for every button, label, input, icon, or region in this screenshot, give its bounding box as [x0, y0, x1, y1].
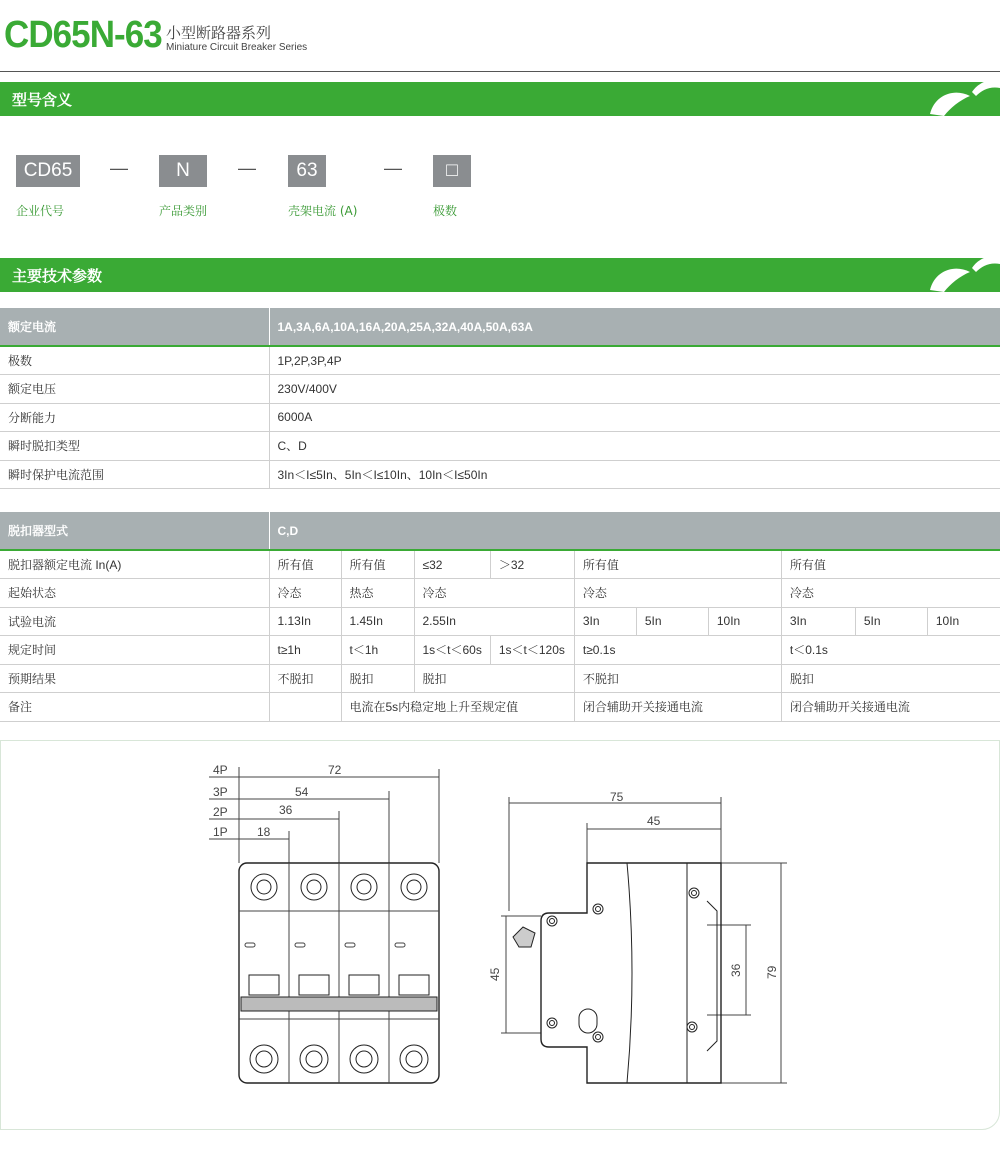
table-cell: 不脱扣 — [574, 664, 781, 693]
trip-characteristics-table — [0, 512, 1000, 722]
page-header — [0, 0, 1000, 72]
code-caption-company: 企业代号 — [16, 204, 65, 218]
table-header-cell: 1A,3A,6A,10A,16A,20A,25A,32A,40A,50A,63A — [269, 308, 1000, 346]
table-cell: 冷态 — [269, 579, 341, 608]
section-bar-model-meaning — [0, 82, 1000, 116]
table-cell: 冷态 — [781, 579, 1000, 608]
table-cell: 规定时间 — [0, 636, 269, 665]
table-cell: 不脱扣 — [269, 664, 341, 693]
table-cell: 极数 — [0, 346, 269, 375]
table-cell: 1P,2P,3P,4P — [269, 346, 1000, 375]
table-row — [0, 636, 1000, 665]
code-box-company: CD65 — [16, 155, 80, 187]
table-cell: 5In — [636, 607, 708, 636]
pole-label: 1P — [213, 825, 228, 839]
pole-label: 4P — [213, 763, 228, 777]
table-cell: 所有值 — [341, 550, 414, 579]
section-bar-tech-params — [0, 258, 1000, 292]
code-caption-poles: 极数 — [433, 204, 458, 218]
table-row — [0, 550, 1000, 579]
table-cell: 所有值 — [269, 550, 341, 579]
table-cell: 瞬时脱扣类型 — [0, 432, 269, 461]
table-cell: t＜1h — [341, 636, 414, 665]
table-cell: 6000A — [269, 403, 1000, 432]
table-cell: t≥1h — [269, 636, 341, 665]
width-dimension: 36 — [279, 803, 293, 817]
table-row — [0, 346, 1000, 375]
height-dimension: 36 — [729, 963, 743, 977]
table-cell: 3In＜I≤5In、5In＜I≤10In、10In＜I≤50In — [269, 460, 1000, 489]
table-cell: 脱扣 — [781, 664, 1000, 693]
width-dimension: 72 — [328, 763, 342, 777]
code-box-frame-current: 63 — [288, 155, 326, 187]
pole-label: 2P — [213, 805, 228, 819]
code-caption-frame-current: 壳架电流 (A) — [288, 204, 358, 218]
table-cell: t＜0.1s — [781, 636, 1000, 665]
section-title: 主要技术参数 — [12, 267, 103, 285]
code-caption-category: 产品类别 — [159, 204, 208, 218]
code-separator: — — [384, 158, 402, 178]
table-cell: 所有值 — [574, 550, 781, 579]
table-cell: 冷态 — [414, 579, 574, 608]
table-cell: 脱扣 — [341, 664, 414, 693]
width-dimension: 18 — [257, 825, 271, 839]
table-cell: 闭合辅助开关接通电流 — [781, 693, 1000, 722]
table-cell: 230V/400V — [269, 375, 1000, 404]
dimension-drawing — [1, 741, 1000, 1131]
table-cell: ≤32 — [414, 550, 490, 579]
series-title-cn: 小型断路器系列 — [166, 24, 272, 42]
code-box-category: N — [159, 155, 207, 187]
table-row — [0, 693, 1000, 722]
width-dimension: 54 — [295, 785, 309, 799]
table-row — [0, 664, 1000, 693]
leaf-decoration-icon — [910, 250, 1000, 300]
code-separator: — — [110, 158, 128, 178]
table-cell: 1s＜t＜120s — [490, 636, 574, 665]
table-cell: 预期结果 — [0, 664, 269, 693]
section-title: 型号含义 — [12, 91, 73, 109]
table-cell: C、D — [269, 432, 1000, 461]
table-cell: 脱扣 — [414, 664, 574, 693]
table-cell: ＞32 — [490, 550, 574, 579]
table-cell: 1.45In — [341, 607, 414, 636]
table-cell: 冷态 — [574, 579, 781, 608]
spec-table — [0, 308, 1000, 489]
height-dimension: 79 — [765, 965, 779, 979]
table-cell: 电流在5s内稳定地上升至规定值 — [341, 693, 574, 722]
table-row — [0, 607, 1000, 636]
table-cell: 闭合辅助开关接通电流 — [574, 693, 781, 722]
table-cell: 3In — [781, 607, 855, 636]
table-cell: t≥0.1s — [574, 636, 781, 665]
pole-label: 3P — [213, 785, 228, 799]
table-cell: 备注 — [0, 693, 269, 722]
table-cell: 瞬时保护电流范围 — [0, 460, 269, 489]
depth-dimension: 45 — [647, 814, 661, 828]
table-cell — [269, 693, 341, 722]
table-row — [0, 512, 1000, 550]
table-cell: 5In — [855, 607, 927, 636]
table-row — [0, 460, 1000, 489]
table-cell: 分断能力 — [0, 403, 269, 432]
table-cell: 1.13In — [269, 607, 341, 636]
height-dimension: 45 — [488, 967, 502, 981]
model-title: CD65N-63 — [4, 14, 162, 56]
table-row — [0, 579, 1000, 608]
dimension-drawing-panel — [0, 740, 1000, 1130]
leaf-decoration-icon — [910, 74, 1000, 124]
table-header-cell: 额定电流 — [0, 308, 269, 346]
table-cell: 起始状态 — [0, 579, 269, 608]
code-box-poles: □ — [433, 155, 471, 187]
table-row — [0, 375, 1000, 404]
table-cell: 试验电流 — [0, 607, 269, 636]
table-header-cell: C,D — [269, 512, 1000, 550]
table-cell: 额定电压 — [0, 375, 269, 404]
table-cell: 2.55In — [414, 607, 574, 636]
table-row — [0, 308, 1000, 346]
table-header-cell: 脱扣器型式 — [0, 512, 269, 550]
table-cell: 10In — [927, 607, 1000, 636]
table-cell: 脱扣器额定电流 In(A) — [0, 550, 269, 579]
table-cell: 10In — [708, 607, 781, 636]
depth-dimension: 75 — [610, 790, 624, 804]
table-row — [0, 432, 1000, 461]
table-row — [0, 403, 1000, 432]
table-cell: 1s＜t＜60s — [414, 636, 490, 665]
table-cell: 所有值 — [781, 550, 1000, 579]
table-cell: 3In — [574, 607, 636, 636]
table-cell: 热态 — [341, 579, 414, 608]
series-title-en: Miniature Circuit Breaker Series — [166, 42, 308, 53]
code-separator: — — [238, 158, 256, 178]
